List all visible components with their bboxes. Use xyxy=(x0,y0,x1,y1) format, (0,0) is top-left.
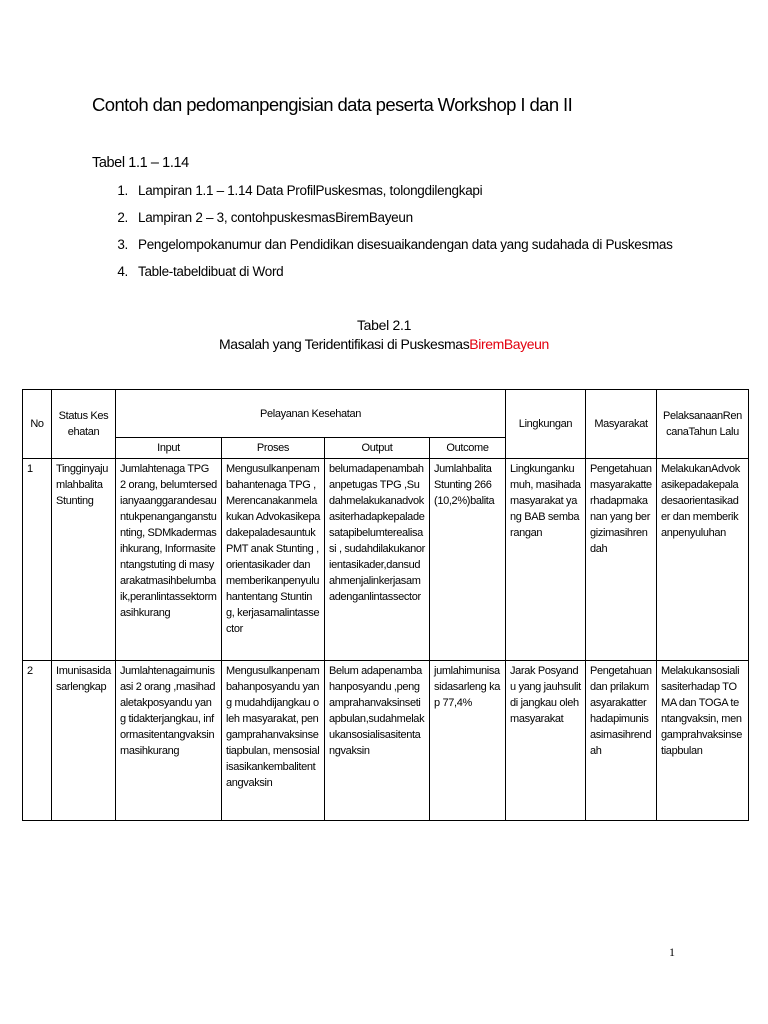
instruction-item xyxy=(92,210,673,237)
header-input: Input xyxy=(116,438,222,459)
header-pelaksanaan: PelaksanaanRencanaTahun Lalu xyxy=(657,390,749,459)
cell-no: 2 xyxy=(23,661,52,821)
instruction-list xyxy=(92,183,673,291)
cell-input: Jumlahtenagaimunisasi 2 orang ,masihadaletakposyandu yang tidakterjangkau, informasitentangvaksinmasihkurang xyxy=(116,661,222,821)
cell-masyarakat: Pengetahuanmasyarakatterhadapmakanan yang bergizimasihrendah xyxy=(586,459,657,661)
cell-lingkungan: Jarak Posyandu yang jauhsulit di jangkau oleh masyarakat xyxy=(506,661,586,821)
instruction-item xyxy=(92,183,673,210)
page-title: Contoh dan pedomanpengisian data peserta Workshop I dan II xyxy=(92,94,573,115)
header-no: No xyxy=(23,390,52,459)
header-status: Status Kesehatan xyxy=(52,390,116,459)
table-header-row xyxy=(23,390,749,438)
cell-status: Imunisasidasarlengkap xyxy=(52,661,116,821)
header-outcome: Outcome xyxy=(430,438,506,459)
item-number: 2. xyxy=(117,210,128,225)
instruction-item xyxy=(92,264,673,291)
table-subtitle-highlight: BiremBayeun xyxy=(469,336,549,352)
cell-masyarakat: Pengetahuan dan prilakumasyarakatterhadapimunisasimasihrendah xyxy=(586,661,657,821)
cell-proses: Mengusulkanpenambahantenaga TPG ,Merencanakanmelakukan Advokasikepadakepaladesauntuk PMT anak Stunting , orientasikader dan memberikanpenyuluhantentang Stunting, kerjasamalintassector xyxy=(222,459,325,661)
item-number: 4. xyxy=(117,264,128,279)
table-subtitle xyxy=(0,336,768,352)
cell-output: belumadapenambahanpetugas TPG ,Sudahmelakukanadvokasiterhadapkepaladesatapibelumterealisasi , sudahdilakukanorientasikader,dansudahmenjalinkerjasamadenganlintassector xyxy=(325,459,430,661)
header-masyarakat: Masyarakat xyxy=(586,390,657,459)
item-text: Pengelompokanumur dan Pendidikan disesuaikandengan data yang sudahada di Puskesmas xyxy=(138,237,673,252)
header-output: Output xyxy=(325,438,430,459)
item-text: Table-tabeldibuat di Word xyxy=(138,264,284,279)
page-number: 1 xyxy=(669,945,675,959)
cell-outcome: jumlahimunisasidasarleng kap 77,4% xyxy=(430,661,506,821)
table-title: Tabel 2.1 xyxy=(356,317,412,333)
cell-input: Jumlahtenaga TPG 2 orang, belumtersedianyaanggarandesauntukpenanganganstunting, SDMkadermasihkurang, Informasitentangstuting di masyarakatmasihbelumbaik,peranlintassektormasihkurang xyxy=(116,459,222,661)
table-row xyxy=(23,459,749,661)
instruction-item xyxy=(92,237,673,264)
cell-proses: Mengusulkanpenambahanposyandu yang mudahdijangkau oleh masyarakat, pengamprahanvaksinsetiapbulan, mensosialisasikankembalitentangvaksin xyxy=(222,661,325,821)
item-number: 1. xyxy=(117,183,128,198)
section-subtitle: Tabel 1.1 – 1.14 xyxy=(92,155,189,171)
header-pelayanan: Pelayanan Kesehatan xyxy=(116,390,506,438)
table-subtitle-text: Masalah yang Teridentifikasi di Puskesmas xyxy=(219,336,470,352)
cell-outcome: Jumlahbalita Stunting 266 (10,2%)balita xyxy=(430,459,506,661)
header-proses: Proses xyxy=(222,438,325,459)
cell-no: 1 xyxy=(23,459,52,661)
cell-status: Tingginyajumlahbalita Stunting xyxy=(52,459,116,661)
table-row xyxy=(23,661,749,821)
cell-pelaksanaan: Melakukansosialisasiterhadap TOMA dan TOGA tentangvaksin, mengamprahvaksinsetiapbulan xyxy=(657,661,749,821)
cell-pelaksanaan: MelakukanAdvokasikepadakepaladesaorientasikader dan memberikanpenyuluhan xyxy=(657,459,749,661)
cell-lingkungan: Lingkungankumuh, masihadamasyarakat yang BAB sembarangan xyxy=(506,459,586,661)
problem-table xyxy=(22,389,749,821)
item-text: Lampiran 2 – 3, contohpuskesmasBiremBayeun xyxy=(138,210,413,225)
item-number: 3. xyxy=(117,237,128,252)
cell-output: Belum adapenambahanposyandu ,pengamprahanvaksinsetiapbulan,sudahmelakukansosialisasitentangvaksin xyxy=(325,661,430,821)
item-text: Lampiran 1.1 – 1.14 Data ProfilPuskesmas, tolongdilengkapi xyxy=(138,183,483,198)
header-lingkungan: Lingkungan xyxy=(506,390,586,459)
